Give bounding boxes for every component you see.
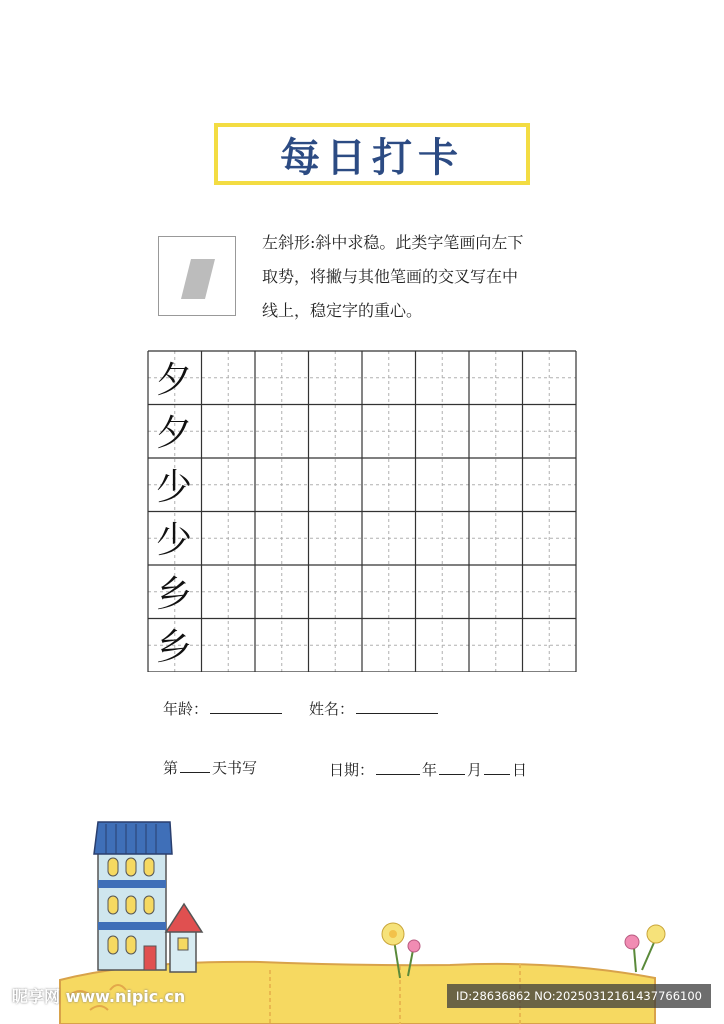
watermark-right: ID:28636862 NO:20250312161437766100	[447, 984, 711, 1008]
grid-character: 乡	[155, 627, 192, 668]
grid-lines	[147, 350, 577, 672]
stroke-description	[262, 226, 572, 328]
day-suffix: 天书写	[212, 759, 258, 777]
flower-icon	[625, 925, 665, 972]
grid-character: 夕	[155, 359, 192, 401]
grid-character: 夕	[155, 413, 192, 454]
day-count-field[interactable]	[163, 757, 257, 778]
name-field[interactable]	[309, 698, 440, 719]
grid-character: 乡	[155, 573, 192, 615]
writing-grid	[147, 350, 577, 672]
tall-house-icon	[94, 822, 172, 970]
day-blank[interactable]	[484, 760, 510, 775]
left-slant-stroke-icon	[159, 237, 237, 317]
day-prefix: 第	[163, 759, 179, 777]
date-label: 日期：	[329, 761, 375, 779]
age-label: 年龄：	[163, 700, 209, 718]
year-blank[interactable]	[376, 760, 420, 775]
day-count-blank[interactable]	[180, 758, 210, 773]
grid-character: 少	[155, 466, 192, 508]
stroke-example-box	[158, 236, 236, 316]
age-field[interactable]	[163, 698, 284, 719]
month-blank[interactable]	[439, 760, 465, 775]
year-label: 年	[422, 761, 438, 779]
date-field[interactable]	[329, 759, 527, 780]
day-label: 日	[512, 761, 528, 779]
description-line: 线上，稳定字的重心。	[262, 301, 423, 320]
title-box	[214, 123, 530, 185]
small-house-icon	[166, 904, 202, 972]
description-line: 取势，将撇与其他笔画的交叉写在中	[262, 267, 519, 286]
name-label: 姓名：	[309, 700, 355, 718]
age-blank[interactable]	[210, 699, 282, 714]
page-title: 每日打卡	[280, 134, 464, 181]
watermark-left: 昵享网 www.nipic.cn	[12, 987, 186, 1006]
description-line: 左斜形:斜中求稳。此类字笔画向左下	[262, 233, 524, 252]
month-label: 月	[467, 761, 483, 779]
name-blank[interactable]	[356, 699, 438, 714]
grid-character: 少	[155, 520, 192, 561]
